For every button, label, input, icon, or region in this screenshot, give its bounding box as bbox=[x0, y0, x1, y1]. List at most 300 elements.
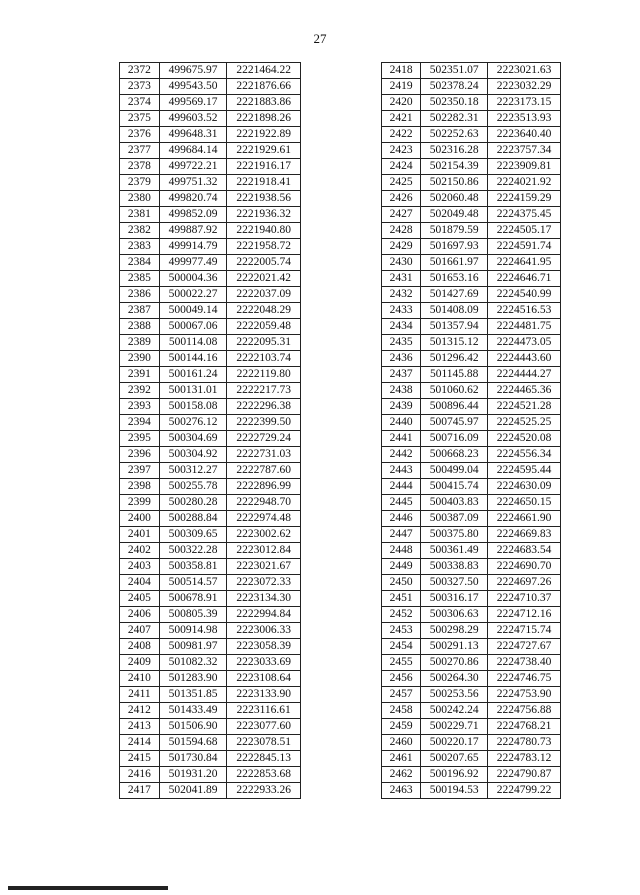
point-number-cell: 2392 bbox=[120, 383, 160, 399]
point-number-cell: 2389 bbox=[120, 335, 160, 351]
table-row bbox=[120, 239, 301, 255]
table-row bbox=[382, 479, 561, 495]
table-row bbox=[382, 495, 561, 511]
y-coordinate-cell: 2221464.22 bbox=[227, 63, 301, 79]
table-row bbox=[120, 559, 301, 575]
y-coordinate-cell: 2224505.17 bbox=[488, 223, 561, 239]
page-number: 27 bbox=[313, 31, 327, 46]
table-row bbox=[120, 271, 301, 287]
point-number-cell: 2385 bbox=[120, 271, 160, 287]
x-coordinate-cell: 499820.74 bbox=[159, 191, 227, 207]
x-coordinate-cell: 499722.21 bbox=[159, 159, 227, 175]
x-coordinate-cell: 500114.08 bbox=[159, 335, 227, 351]
table-row bbox=[120, 447, 301, 463]
table-row bbox=[120, 383, 301, 399]
x-coordinate-cell: 502060.48 bbox=[421, 191, 488, 207]
point-number-cell: 2450 bbox=[382, 575, 421, 591]
table-row bbox=[382, 735, 561, 751]
y-coordinate-cell: 2222103.74 bbox=[227, 351, 301, 367]
table-row bbox=[382, 367, 561, 383]
table-row bbox=[120, 575, 301, 591]
table-row bbox=[120, 287, 301, 303]
x-coordinate-cell: 500304.92 bbox=[159, 447, 227, 463]
y-coordinate-cell: 2224690.70 bbox=[488, 559, 561, 575]
table-row bbox=[382, 319, 561, 335]
point-number-cell: 2459 bbox=[382, 719, 421, 735]
point-number-cell: 2433 bbox=[382, 303, 421, 319]
table-row bbox=[382, 63, 561, 79]
x-coordinate-cell: 501082.32 bbox=[159, 655, 227, 671]
x-coordinate-cell: 499852.09 bbox=[159, 207, 227, 223]
x-coordinate-cell: 501145.88 bbox=[421, 367, 488, 383]
y-coordinate-cell: 2222853.68 bbox=[227, 767, 301, 783]
y-coordinate-cell: 2224746.75 bbox=[488, 671, 561, 687]
table-row bbox=[382, 335, 561, 351]
x-coordinate-cell: 501427.69 bbox=[421, 287, 488, 303]
x-coordinate-cell: 500981.97 bbox=[159, 639, 227, 655]
x-coordinate-cell: 499977.49 bbox=[159, 255, 227, 271]
x-coordinate-cell: 500253.56 bbox=[421, 687, 488, 703]
x-coordinate-cell: 502150.86 bbox=[421, 175, 488, 191]
point-number-cell: 2462 bbox=[382, 767, 421, 783]
table-row bbox=[382, 607, 561, 623]
y-coordinate-cell: 2223108.64 bbox=[227, 671, 301, 687]
y-coordinate-cell: 2224159.29 bbox=[488, 191, 561, 207]
x-coordinate-cell: 500309.65 bbox=[159, 527, 227, 543]
table-row bbox=[382, 287, 561, 303]
x-coordinate-cell: 500716.09 bbox=[421, 431, 488, 447]
table-row bbox=[382, 111, 561, 127]
footer-rule bbox=[8, 886, 168, 890]
point-number-cell: 2442 bbox=[382, 447, 421, 463]
point-number-cell: 2457 bbox=[382, 687, 421, 703]
table-row bbox=[120, 319, 301, 335]
table-row bbox=[120, 527, 301, 543]
y-coordinate-cell: 2221876.66 bbox=[227, 79, 301, 95]
x-coordinate-cell: 500361.49 bbox=[421, 543, 488, 559]
x-coordinate-cell: 501357.94 bbox=[421, 319, 488, 335]
table-row bbox=[120, 415, 301, 431]
point-number-cell: 2377 bbox=[120, 143, 160, 159]
point-number-cell: 2436 bbox=[382, 351, 421, 367]
table-row bbox=[120, 479, 301, 495]
point-number-cell: 2463 bbox=[382, 783, 421, 799]
x-coordinate-cell: 500022.27 bbox=[159, 287, 227, 303]
y-coordinate-cell: 2223012.84 bbox=[227, 543, 301, 559]
x-coordinate-cell: 500220.17 bbox=[421, 735, 488, 751]
x-coordinate-cell: 502252.63 bbox=[421, 127, 488, 143]
y-coordinate-cell: 2223513.93 bbox=[488, 111, 561, 127]
table-row bbox=[120, 191, 301, 207]
y-coordinate-cell: 2221898.26 bbox=[227, 111, 301, 127]
y-coordinate-cell: 2224738.40 bbox=[488, 655, 561, 671]
point-number-cell: 2384 bbox=[120, 255, 160, 271]
x-coordinate-cell: 499914.79 bbox=[159, 239, 227, 255]
table-row bbox=[120, 623, 301, 639]
y-coordinate-cell: 2221936.32 bbox=[227, 207, 301, 223]
point-number-cell: 2383 bbox=[120, 239, 160, 255]
x-coordinate-cell: 500312.27 bbox=[159, 463, 227, 479]
point-number-cell: 2373 bbox=[120, 79, 160, 95]
table-row bbox=[120, 511, 301, 527]
point-number-cell: 2432 bbox=[382, 287, 421, 303]
point-number-cell: 2454 bbox=[382, 639, 421, 655]
point-number-cell: 2418 bbox=[382, 63, 421, 79]
y-coordinate-cell: 2224521.28 bbox=[488, 399, 561, 415]
x-coordinate-cell: 501283.90 bbox=[159, 671, 227, 687]
x-coordinate-cell: 500255.78 bbox=[159, 479, 227, 495]
point-number-cell: 2427 bbox=[382, 207, 421, 223]
x-coordinate-cell: 500304.69 bbox=[159, 431, 227, 447]
table-row bbox=[382, 415, 561, 431]
y-coordinate-cell: 2222731.03 bbox=[227, 447, 301, 463]
table-row bbox=[120, 127, 301, 143]
y-coordinate-cell: 2224375.45 bbox=[488, 207, 561, 223]
y-coordinate-cell: 2223058.39 bbox=[227, 639, 301, 655]
y-coordinate-cell: 2223077.60 bbox=[227, 719, 301, 735]
y-coordinate-cell: 2222021.42 bbox=[227, 271, 301, 287]
x-coordinate-cell: 500131.01 bbox=[159, 383, 227, 399]
x-coordinate-cell: 499648.31 bbox=[159, 127, 227, 143]
table-row bbox=[382, 719, 561, 735]
x-coordinate-cell: 499675.97 bbox=[159, 63, 227, 79]
y-coordinate-cell: 2224465.36 bbox=[488, 383, 561, 399]
y-coordinate-cell: 2224540.99 bbox=[488, 287, 561, 303]
x-coordinate-cell: 501408.09 bbox=[421, 303, 488, 319]
y-coordinate-cell: 2223757.34 bbox=[488, 143, 561, 159]
table-row bbox=[382, 751, 561, 767]
x-coordinate-cell: 500291.13 bbox=[421, 639, 488, 655]
x-coordinate-cell: 500207.65 bbox=[421, 751, 488, 767]
x-coordinate-cell: 500387.09 bbox=[421, 511, 488, 527]
y-coordinate-cell: 2223640.40 bbox=[488, 127, 561, 143]
point-number-cell: 2448 bbox=[382, 543, 421, 559]
y-coordinate-cell: 2223133.90 bbox=[227, 687, 301, 703]
x-coordinate-cell: 500196.92 bbox=[421, 767, 488, 783]
point-number-cell: 2461 bbox=[382, 751, 421, 767]
x-coordinate-cell: 502316.28 bbox=[421, 143, 488, 159]
table-row bbox=[120, 175, 301, 191]
y-coordinate-cell: 2223116.61 bbox=[227, 703, 301, 719]
x-coordinate-cell: 499751.32 bbox=[159, 175, 227, 191]
x-coordinate-cell: 500896.44 bbox=[421, 399, 488, 415]
x-coordinate-cell: 499569.17 bbox=[159, 95, 227, 111]
x-coordinate-cell: 501060.62 bbox=[421, 383, 488, 399]
point-number-cell: 2399 bbox=[120, 495, 160, 511]
table-row bbox=[120, 687, 301, 703]
y-coordinate-cell: 2222048.29 bbox=[227, 303, 301, 319]
table-row bbox=[120, 767, 301, 783]
x-coordinate-cell: 500745.97 bbox=[421, 415, 488, 431]
point-number-cell: 2388 bbox=[120, 319, 160, 335]
x-coordinate-cell: 500144.16 bbox=[159, 351, 227, 367]
y-coordinate-cell: 2223021.63 bbox=[488, 63, 561, 79]
x-coordinate-cell: 500264.30 bbox=[421, 671, 488, 687]
y-coordinate-cell: 2221918.41 bbox=[227, 175, 301, 191]
point-number-cell: 2395 bbox=[120, 431, 160, 447]
y-coordinate-cell: 2224790.87 bbox=[488, 767, 561, 783]
x-coordinate-cell: 501697.93 bbox=[421, 239, 488, 255]
table-row bbox=[382, 527, 561, 543]
x-coordinate-cell: 500338.83 bbox=[421, 559, 488, 575]
x-coordinate-cell: 500298.29 bbox=[421, 623, 488, 639]
y-coordinate-cell: 2221883.86 bbox=[227, 95, 301, 111]
point-number-cell: 2423 bbox=[382, 143, 421, 159]
y-coordinate-cell: 2224697.26 bbox=[488, 575, 561, 591]
y-coordinate-cell: 2224768.21 bbox=[488, 719, 561, 735]
x-coordinate-cell: 501879.59 bbox=[421, 223, 488, 239]
y-coordinate-cell: 2224520.08 bbox=[488, 431, 561, 447]
point-number-cell: 2435 bbox=[382, 335, 421, 351]
table-row bbox=[382, 399, 561, 415]
x-coordinate-cell: 500499.04 bbox=[421, 463, 488, 479]
point-number-cell: 2407 bbox=[120, 623, 160, 639]
table-row bbox=[382, 159, 561, 175]
y-coordinate-cell: 2224525.25 bbox=[488, 415, 561, 431]
coordinates-table-body bbox=[382, 63, 561, 799]
point-number-cell: 2438 bbox=[382, 383, 421, 399]
y-coordinate-cell: 2222729.24 bbox=[227, 431, 301, 447]
x-coordinate-cell: 500358.81 bbox=[159, 559, 227, 575]
table-row bbox=[120, 495, 301, 511]
x-coordinate-cell: 502041.89 bbox=[159, 783, 227, 799]
table-row bbox=[120, 255, 301, 271]
table-row bbox=[382, 671, 561, 687]
point-number-cell: 2451 bbox=[382, 591, 421, 607]
point-number-cell: 2404 bbox=[120, 575, 160, 591]
table-row bbox=[382, 255, 561, 271]
y-coordinate-cell: 2221940.80 bbox=[227, 223, 301, 239]
point-number-cell: 2422 bbox=[382, 127, 421, 143]
table-row bbox=[120, 671, 301, 687]
y-coordinate-cell: 2223021.67 bbox=[227, 559, 301, 575]
x-coordinate-cell: 500270.86 bbox=[421, 655, 488, 671]
table-row bbox=[382, 239, 561, 255]
y-coordinate-cell: 2223909.81 bbox=[488, 159, 561, 175]
table-row bbox=[120, 367, 301, 383]
y-coordinate-cell: 2224756.88 bbox=[488, 703, 561, 719]
y-coordinate-cell: 2221958.72 bbox=[227, 239, 301, 255]
y-coordinate-cell: 2224444.27 bbox=[488, 367, 561, 383]
table-row bbox=[382, 223, 561, 239]
y-coordinate-cell: 2224780.73 bbox=[488, 735, 561, 751]
y-coordinate-cell: 2222933.26 bbox=[227, 783, 301, 799]
y-coordinate-cell: 2221938.56 bbox=[227, 191, 301, 207]
point-number-cell: 2372 bbox=[120, 63, 160, 79]
point-number-cell: 2455 bbox=[382, 655, 421, 671]
y-coordinate-cell: 2223002.62 bbox=[227, 527, 301, 543]
point-number-cell: 2430 bbox=[382, 255, 421, 271]
x-coordinate-cell: 500327.50 bbox=[421, 575, 488, 591]
y-coordinate-cell: 2223134.30 bbox=[227, 591, 301, 607]
y-coordinate-cell: 2222948.70 bbox=[227, 495, 301, 511]
table-row bbox=[382, 143, 561, 159]
table-row bbox=[120, 639, 301, 655]
x-coordinate-cell: 499684.14 bbox=[159, 143, 227, 159]
y-coordinate-cell: 2223033.69 bbox=[227, 655, 301, 671]
table-row bbox=[382, 95, 561, 111]
x-coordinate-cell: 500805.39 bbox=[159, 607, 227, 623]
point-number-cell: 2401 bbox=[120, 527, 160, 543]
x-coordinate-cell: 501315.12 bbox=[421, 335, 488, 351]
point-number-cell: 2390 bbox=[120, 351, 160, 367]
y-coordinate-cell: 2222399.50 bbox=[227, 415, 301, 431]
table-row bbox=[382, 623, 561, 639]
table-row bbox=[120, 95, 301, 111]
point-number-cell: 2380 bbox=[120, 191, 160, 207]
x-coordinate-cell: 501730.84 bbox=[159, 751, 227, 767]
point-number-cell: 2415 bbox=[120, 751, 160, 767]
table-row bbox=[382, 175, 561, 191]
table-row bbox=[120, 735, 301, 751]
y-coordinate-cell: 2224021.92 bbox=[488, 175, 561, 191]
point-number-cell: 2452 bbox=[382, 607, 421, 623]
table-row bbox=[382, 783, 561, 799]
table-row bbox=[382, 575, 561, 591]
point-number-cell: 2420 bbox=[382, 95, 421, 111]
coordinates-table-left bbox=[119, 62, 301, 799]
y-coordinate-cell: 2224556.34 bbox=[488, 447, 561, 463]
table-row bbox=[382, 79, 561, 95]
x-coordinate-cell: 501351.85 bbox=[159, 687, 227, 703]
point-number-cell: 2396 bbox=[120, 447, 160, 463]
y-coordinate-cell: 2224443.60 bbox=[488, 351, 561, 367]
point-number-cell: 2400 bbox=[120, 511, 160, 527]
point-number-cell: 2431 bbox=[382, 271, 421, 287]
table-row bbox=[382, 447, 561, 463]
y-coordinate-cell: 2224799.22 bbox=[488, 783, 561, 799]
y-coordinate-cell: 2224683.54 bbox=[488, 543, 561, 559]
point-number-cell: 2441 bbox=[382, 431, 421, 447]
point-number-cell: 2446 bbox=[382, 511, 421, 527]
y-coordinate-cell: 2224783.12 bbox=[488, 751, 561, 767]
x-coordinate-cell: 500322.28 bbox=[159, 543, 227, 559]
point-number-cell: 2416 bbox=[120, 767, 160, 783]
table-row bbox=[120, 751, 301, 767]
table-row bbox=[120, 591, 301, 607]
point-number-cell: 2417 bbox=[120, 783, 160, 799]
point-number-cell: 2381 bbox=[120, 207, 160, 223]
point-number-cell: 2387 bbox=[120, 303, 160, 319]
point-number-cell: 2445 bbox=[382, 495, 421, 511]
table-row bbox=[120, 223, 301, 239]
point-number-cell: 2410 bbox=[120, 671, 160, 687]
coordinates-table-body bbox=[120, 63, 301, 799]
coordinates-table-right bbox=[381, 62, 561, 799]
x-coordinate-cell: 500049.14 bbox=[159, 303, 227, 319]
x-coordinate-cell: 502351.07 bbox=[421, 63, 488, 79]
y-coordinate-cell: 2224591.74 bbox=[488, 239, 561, 255]
x-coordinate-cell: 502154.39 bbox=[421, 159, 488, 175]
point-number-cell: 2409 bbox=[120, 655, 160, 671]
point-number-cell: 2439 bbox=[382, 399, 421, 415]
x-coordinate-cell: 500158.08 bbox=[159, 399, 227, 415]
y-coordinate-cell: 2224630.09 bbox=[488, 479, 561, 495]
point-number-cell: 2437 bbox=[382, 367, 421, 383]
y-coordinate-cell: 2224516.53 bbox=[488, 303, 561, 319]
point-number-cell: 2447 bbox=[382, 527, 421, 543]
y-coordinate-cell: 2224661.90 bbox=[488, 511, 561, 527]
y-coordinate-cell: 2223078.51 bbox=[227, 735, 301, 751]
y-coordinate-cell: 2222974.48 bbox=[227, 511, 301, 527]
table-row bbox=[382, 127, 561, 143]
point-number-cell: 2428 bbox=[382, 223, 421, 239]
x-coordinate-cell: 500375.80 bbox=[421, 527, 488, 543]
point-number-cell: 2429 bbox=[382, 239, 421, 255]
point-number-cell: 2405 bbox=[120, 591, 160, 607]
y-coordinate-cell: 2224710.37 bbox=[488, 591, 561, 607]
table-row bbox=[120, 655, 301, 671]
point-number-cell: 2413 bbox=[120, 719, 160, 735]
y-coordinate-cell: 2224753.90 bbox=[488, 687, 561, 703]
table-row bbox=[382, 591, 561, 607]
table-row bbox=[120, 335, 301, 351]
x-coordinate-cell: 499603.52 bbox=[159, 111, 227, 127]
table-row bbox=[120, 607, 301, 623]
point-number-cell: 2376 bbox=[120, 127, 160, 143]
table-row bbox=[382, 303, 561, 319]
y-coordinate-cell: 2223006.33 bbox=[227, 623, 301, 639]
x-coordinate-cell: 502378.24 bbox=[421, 79, 488, 95]
x-coordinate-cell: 500229.71 bbox=[421, 719, 488, 735]
x-coordinate-cell: 500678.91 bbox=[159, 591, 227, 607]
point-number-cell: 2391 bbox=[120, 367, 160, 383]
point-number-cell: 2443 bbox=[382, 463, 421, 479]
x-coordinate-cell: 500415.74 bbox=[421, 479, 488, 495]
y-coordinate-cell: 2224595.44 bbox=[488, 463, 561, 479]
point-number-cell: 2374 bbox=[120, 95, 160, 111]
table-row bbox=[382, 687, 561, 703]
x-coordinate-cell: 502282.31 bbox=[421, 111, 488, 127]
x-coordinate-cell: 500914.98 bbox=[159, 623, 227, 639]
point-number-cell: 2449 bbox=[382, 559, 421, 575]
point-number-cell: 2458 bbox=[382, 703, 421, 719]
point-number-cell: 2398 bbox=[120, 479, 160, 495]
y-coordinate-cell: 2222119.80 bbox=[227, 367, 301, 383]
y-coordinate-cell: 2222845.13 bbox=[227, 751, 301, 767]
x-coordinate-cell: 501296.42 bbox=[421, 351, 488, 367]
table-row bbox=[120, 351, 301, 367]
y-coordinate-cell: 2222217.73 bbox=[227, 383, 301, 399]
table-row bbox=[382, 639, 561, 655]
y-coordinate-cell: 2222896.99 bbox=[227, 479, 301, 495]
x-coordinate-cell: 500306.63 bbox=[421, 607, 488, 623]
x-coordinate-cell: 500242.24 bbox=[421, 703, 488, 719]
x-coordinate-cell: 502049.48 bbox=[421, 207, 488, 223]
x-coordinate-cell: 500316.17 bbox=[421, 591, 488, 607]
point-number-cell: 2386 bbox=[120, 287, 160, 303]
table-row bbox=[120, 303, 301, 319]
table-row bbox=[120, 159, 301, 175]
table-row bbox=[382, 431, 561, 447]
table-row bbox=[120, 543, 301, 559]
point-number-cell: 2419 bbox=[382, 79, 421, 95]
x-coordinate-cell: 500004.36 bbox=[159, 271, 227, 287]
y-coordinate-cell: 2224641.95 bbox=[488, 255, 561, 271]
point-number-cell: 2393 bbox=[120, 399, 160, 415]
point-number-cell: 2375 bbox=[120, 111, 160, 127]
x-coordinate-cell: 500514.57 bbox=[159, 575, 227, 591]
point-number-cell: 2412 bbox=[120, 703, 160, 719]
point-number-cell: 2456 bbox=[382, 671, 421, 687]
table-row bbox=[382, 543, 561, 559]
y-coordinate-cell: 2221916.17 bbox=[227, 159, 301, 175]
point-number-cell: 2444 bbox=[382, 479, 421, 495]
y-coordinate-cell: 2224727.67 bbox=[488, 639, 561, 655]
point-number-cell: 2402 bbox=[120, 543, 160, 559]
y-coordinate-cell: 2223032.29 bbox=[488, 79, 561, 95]
x-coordinate-cell: 499543.50 bbox=[159, 79, 227, 95]
